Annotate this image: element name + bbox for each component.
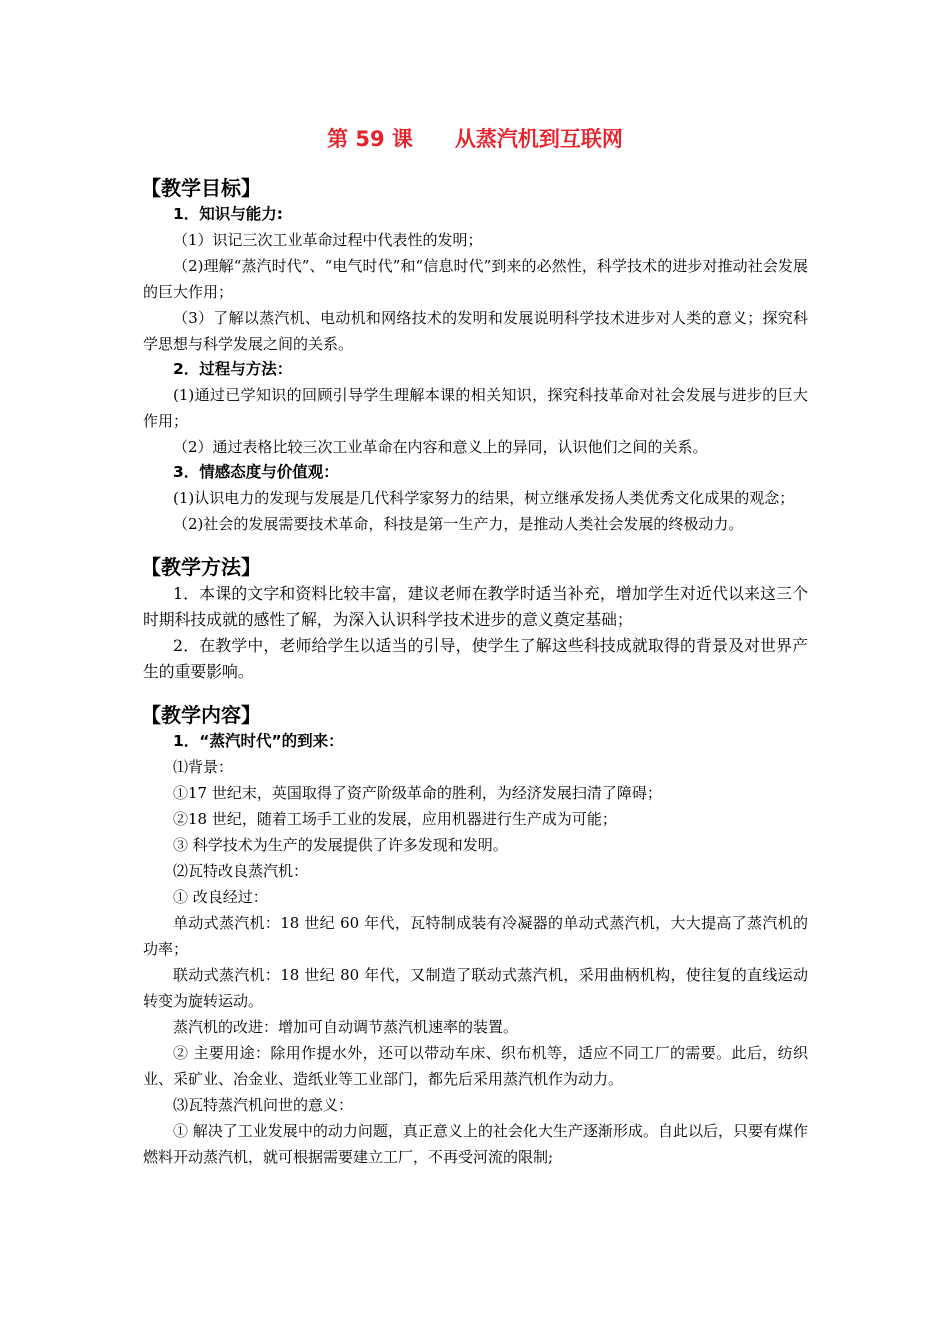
paragraph: （2)社会的发展需要技术革命，科技是第一生产力，是推动人类社会发展的终极动力。 bbox=[173, 515, 744, 533]
paragraph: ① 改良经过： bbox=[173, 888, 268, 906]
paragraph: ② 主要用途：除用作提水外，还可以带动车床、织布机等，适应不同工厂的需要。此后，纺织业、采矿业、冶金业、造纸业等工业部门，都先后采用蒸汽机作为动力。 bbox=[143, 1044, 808, 1088]
paragraph: 联动式蒸汽机：18 世纪 80 年代，又制造了联动式蒸汽机，采用曲柄机构，使往复的直线运动转变为旋转运动。 bbox=[143, 966, 808, 1010]
paragraph: ①17 世纪末，英国取得了资产阶级革命的胜利，为经济发展扫清了障碍； bbox=[173, 784, 662, 802]
paragraph: （2）通过表格比较三次工业革命在内容和意义上的异同，认识他们之间的关系。 bbox=[173, 438, 708, 456]
paragraph: 蒸汽机的改进：增加可自动调节蒸汽机速率的装置。 bbox=[173, 1018, 519, 1036]
paragraph: （3）了解以蒸汽机、电动机和网络技术的发明和发展说明科学技术进步对人类的意义；探究科学思想与科学发展之间的关系。 bbox=[143, 309, 808, 353]
section-methods bbox=[143, 553, 808, 685]
paragraph: (1)通过已学知识的回顾引导学生理解本课的相关知识，探究科技革命对社会发展与进步的巨大作用； bbox=[143, 386, 808, 430]
paragraph: ③ 科学技术为生产的发展提供了许多发现和发明。 bbox=[173, 836, 508, 854]
paragraph: ① 解决了工业发展中的动力问题，真正意义上的社会化大生产逐渐形成。自此以后，只要有煤作燃料开动蒸汽机，就可根据需要建立工厂，不再受河流的限制; bbox=[143, 1122, 808, 1166]
paragraph: ⑵瓦特改良蒸汽机： bbox=[173, 862, 309, 880]
subsection-heading: 1．“蒸汽时代”的到来： bbox=[173, 732, 344, 750]
paragraph: ⑴背景： bbox=[173, 758, 234, 776]
document-body bbox=[143, 174, 808, 1170]
section-heading: 【教学方法】 bbox=[141, 555, 261, 579]
paragraph: (1)认识电力的发现与发展是几代科学家努力的结果，树立继承发扬人类优秀文化成果的观念； bbox=[173, 489, 795, 507]
subsection-heading: 3．情感态度与价值观： bbox=[173, 463, 339, 481]
paragraph: 2．在教学中，老师给学生以适当的引导，使学生了解这些科技成就取得的背景及对世界产生的重要影响。 bbox=[143, 636, 808, 681]
section-content bbox=[143, 701, 808, 1170]
paragraph: 1．本课的文字和资料比较丰富，建议老师在教学时适当补充，增加学生对近代以来这三个时期科技成就的感性了解，为深入认识科学技术进步的意义奠定基础； bbox=[143, 584, 808, 629]
paragraph: ②18 世纪，随着工场手工业的发展，应用机器进行生产成为可能； bbox=[173, 810, 617, 828]
section-objectives bbox=[143, 174, 808, 537]
paragraph: （1）识记三次工业革命过程中代表性的发明； bbox=[173, 231, 483, 249]
spacer bbox=[143, 685, 808, 701]
section-heading: 【教学内容】 bbox=[141, 703, 261, 727]
lesson-title: 第 59 课 从蒸汽机到互联网 bbox=[327, 127, 623, 151]
section-heading: 【教学目标】 bbox=[141, 176, 261, 200]
paragraph: 单动式蒸汽机：18 世纪 60 年代，瓦特制成装有冷凝器的单动式蒸汽机，大大提高了蒸汽机的功率； bbox=[143, 914, 808, 958]
subsection-heading: 1．知识与能力: bbox=[173, 205, 283, 223]
spacer bbox=[143, 537, 808, 553]
subsection-heading: 2．过程与方法： bbox=[173, 360, 293, 378]
paragraph: ⑶瓦特蒸汽机问世的意义： bbox=[173, 1096, 354, 1114]
paragraph: （2)理解“蒸汽时代”、“电气时代”和“信息时代”到来的必然性，科学技术的进步对推动社会发展的巨大作用； bbox=[143, 257, 808, 301]
